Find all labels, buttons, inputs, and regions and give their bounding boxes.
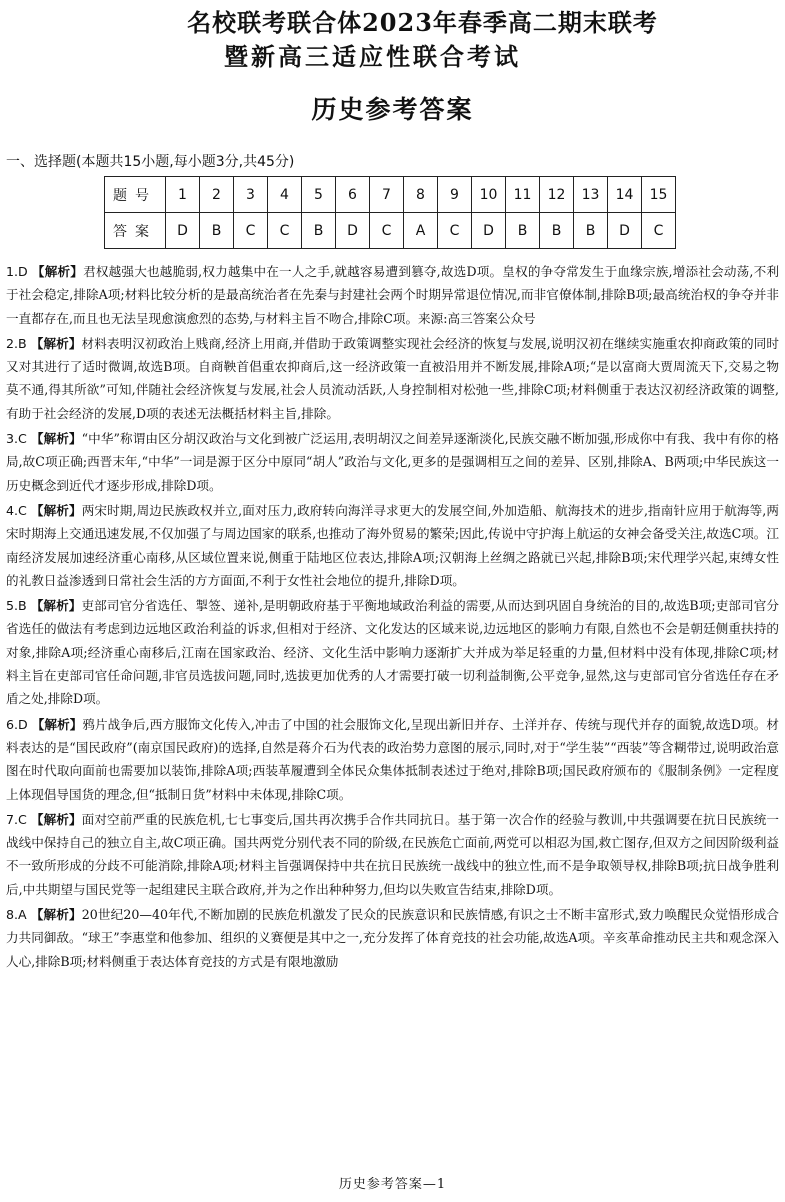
item-text: “中华”称谓由区分胡汉政治与文化到被广泛运用,表明胡汉之间差异逐渐淡化,民族交融不断加强,形成你中有我、我中有你的格局,故C项正确;西晋末年,“中华”一词是源于区分中原同“胡人”政治与文化,更多的是强调相互之间的差异、区别,排除A、B两项;中华民族这一历史概念到近代才逐步形成,排除D项。 (6, 431, 779, 493)
analysis-tag: 【解析】 (30, 502, 82, 518)
explanation-item (6, 427, 779, 497)
analysis-tag: 【解析】 (30, 431, 82, 447)
explanation-item (6, 594, 779, 710)
analysis-tag: 【解析】 (31, 264, 84, 279)
item-number: 4.C (6, 502, 27, 518)
question-number-cell: 1 (166, 177, 200, 213)
explanation-item (6, 332, 779, 425)
answer-cell: B (200, 213, 234, 249)
explanation-item (6, 260, 779, 330)
page-footer: 历史参考答案—1 (338, 1177, 447, 1192)
row-label-answer: 答案 (105, 213, 166, 249)
analysis-tag: 【解析】 (30, 811, 82, 827)
explanation-item (6, 499, 779, 592)
question-number-cell: 5 (302, 177, 336, 213)
exam-title-line1: 名校联考联合体2023年春季高二期末联考 (187, 8, 658, 37)
analysis-tag: 【解析】 (30, 907, 82, 923)
answer-cell: C (438, 213, 472, 249)
item-number: 1.D (6, 264, 28, 279)
item-number: 7.C (6, 811, 27, 827)
question-number-cell: 7 (370, 177, 404, 213)
question-number-cell: 4 (268, 177, 302, 213)
item-number: 5.B (6, 598, 27, 614)
item-text: 两宋时期,周边民族政权并立,面对压力,政府转向海洋寻求更大的发展空间,外加造船、航海技术的进步,指南针应用于航海等,两宋时期海上交通迅速发展,不仅加强了与周边国家的联系,也推动了海外贸易的繁荣;因此,传说中守护海上航运的女神会备受关注,故选C项。江南经济发展加速经济重心南移,从区域位置来说,侧重于陆地区位表达,排除A项;汉朝海上丝绸之路就已兴起,排除B项;宋代理学兴起,束缚女性的礼教日益渗透到日常社会生活的方方面面,不利于女性社会地位的提升,排除D项。 (6, 502, 779, 588)
explanation-item (6, 713, 779, 806)
answer-cell: C (642, 213, 676, 249)
answer-cell: B (506, 213, 540, 249)
answer-cell: D (166, 213, 200, 249)
answer-cell: D (608, 213, 642, 249)
analysis-tag: 【解析】 (30, 335, 82, 351)
document-title: 历史参考答案 (311, 95, 474, 124)
question-number-cell: 15 (642, 177, 676, 213)
answer-row (105, 213, 676, 249)
answer-cell: B (540, 213, 574, 249)
question-number-cell: 3 (234, 177, 268, 213)
question-number-cell: 14 (608, 177, 642, 213)
answer-cell: D (336, 213, 370, 249)
analysis-tag: 【解析】 (30, 598, 82, 614)
item-text: 20世纪20—40年代,不断加剧的民族危机激发了民众的民族意识和民族情感,有识之士不断丰富形式,致力唤醒民众觉悟形成合力共同御敌。“球王”李惠堂和他参加、组织的义赛便是其中之一,充分发挥了体育竞技的社会功能,故选A项。辛亥革命推动民主共和观念深入人心,排除B项;材料侧重于表达体育竞技的方式是有限地激励 (6, 907, 780, 969)
answer-cell: B (302, 213, 336, 249)
item-number: 3.C (6, 431, 27, 447)
question-number-row (105, 177, 676, 213)
answer-cell: A (404, 213, 438, 249)
answer-cell: D (472, 213, 506, 249)
item-text: 鸦片战争后,西方服饰文化传入,冲击了中国的社会服饰文化,呈现出新旧并存、土洋并存、传统与现代并存的面貌,故选D项。材料表达的是“国民政府”(南京国民政府)的选择,自然是蒋介石为代表的政治势力意图的展示,同时,对于“学生装”“西装”等含糊带过,说明政治意图在时代取向面前也需要加以装饰,排除A项;西装革履遭到全体民众集体抵制表述过于绝对,排除B项;国民政府颁布的《服制条例》一定程度上体现倡导国货的理念,但“抵制日货”材料中未体现,排除C项。 (6, 716, 779, 802)
question-number-cell: 10 (472, 177, 506, 213)
section-heading: 一、选择题(本题共15小题,每小题3分,共45分) (6, 154, 295, 170)
analysis-tag: 【解析】 (31, 716, 83, 732)
header (0, 6, 785, 74)
answer-cell: C (370, 213, 404, 249)
item-text: 材料表明汉初政治上贱商,经济上用商,并借助于政策调整实现社会经济的恢复与发展,说明汉初在继续实施重农抑商政策的同时又对其进行了适时微调,故选B项。自商鞅首倡重农抑商后,这一经济政策一直被沿用并不断发展,排除A项;“是以富商大贾周流天下,交易之物莫不通,得其所欲”可知,伴随社会经济恢复与发展,社会人员流动活跃,人身控制相对松弛一些,排除C项;材料侧重于表达汉初经济政策的调整,有助于社会经济的发展,D项的表述无法概括材料主旨,排除。 (6, 335, 779, 421)
explanation-item (6, 903, 779, 973)
item-text: 面对空前严重的民族危机,七七事变后,国共再次携手合作共同抗日。基于第一次合作的经验与教训,中共强调要在抗日民族统一战线中保持自己的独立自主,故C项正确。国共两党分别代表不同的阶级,在民族危亡面前,两党可以相忍为国,救亡图存,但双方之间因阶级利益不一致所形成的分歧不可能消除,排除A项;材料主旨强调保持中共在抗日民族统一战线中的独立性,而不是争取领导权,排除B项;抗日战争胜利后,中共期望与国民党等一起组建民主联合政府,并为之作出种种努力,但均以失败宣告结束,排除D项。 (6, 811, 779, 897)
question-number-cell: 9 (438, 177, 472, 213)
answer-cell: C (234, 213, 268, 249)
item-text: 君权越强大也越脆弱,权力越集中在一人之手,就越容易遭到篡夺,故选D项。皇权的争夺常发生于血缘宗族,增添社会动荡,不利于社会稳定,排除A项;材料比较分析的是最高统治者在先秦与封建社会两个时期异常退位情况,而非官僚体制,排除B项;最高统治权的争夺并非一直都存在,而且也无法呈现愈演愈烈的态势,与材料主旨不吻合,排除C项。来源:高三答案公众号 (6, 264, 779, 326)
question-number-cell: 8 (404, 177, 438, 213)
question-number-cell: 12 (540, 177, 574, 213)
question-number-cell: 13 (574, 177, 608, 213)
answer-table (104, 176, 676, 249)
item-number: 8.A (6, 907, 27, 923)
row-label-number: 题号 (105, 177, 166, 213)
item-number: 2.B (6, 335, 27, 351)
item-text: 吏部司官分省选任、掣签、递补,是明朝政府基于平衡地域政治利益的需要,从而达到巩固自身统治的目的,故选B项;吏部司官分省选任的做法有考虑到边远地区政治利益的诉求,但相对于经济、文化发达的区域来说,边远地区的影响力有限,自然也不会是朝廷侧重扶持的对象,排除A项;经济重心南移后,江南在国家政治、经济、文化生活中影响力逐渐扩大并成为举足轻重的力量,但材料中没有体现,排除C项;材料主旨在吏部司官任命问题,非官员选拔问题,同时,选拔更加优秀的人才需要打破一切利益制衡,公平竞争,显然,这与吏部司官分省选任存在矛盾之处,排除D项。 (6, 598, 779, 707)
explanation-item (6, 808, 779, 901)
item-number: 6.D (6, 716, 28, 732)
question-number-cell: 11 (506, 177, 540, 213)
answer-cell: C (268, 213, 302, 249)
answer-cell: B (574, 213, 608, 249)
explanation-list (6, 260, 779, 975)
question-number-cell: 2 (200, 177, 234, 213)
exam-title-line2: 暨新高三适应性联合考试 (224, 42, 521, 71)
question-number-cell: 6 (336, 177, 370, 213)
